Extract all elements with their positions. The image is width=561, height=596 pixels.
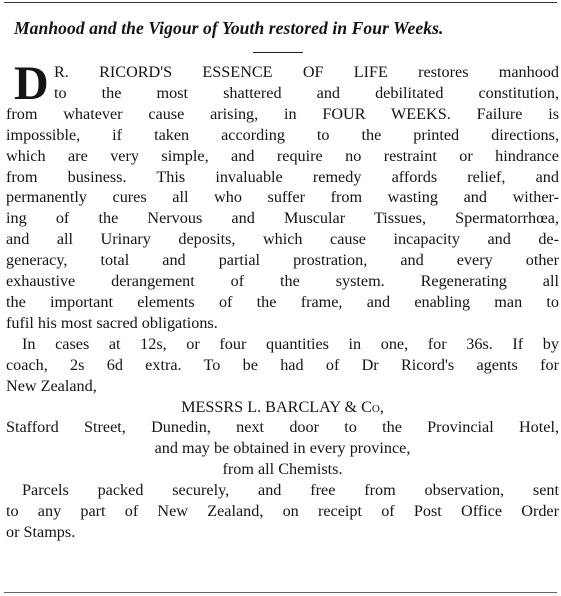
agent-address-line: and may be obtained in every province, xyxy=(154,439,411,458)
price-line: New Zealand, xyxy=(6,376,97,395)
agent-name xyxy=(6,397,559,418)
agent-name-text: MESSRS L. BARCLAY & Co, xyxy=(181,397,384,416)
body-line: the important elements of the frame, and enabling man to xyxy=(6,292,559,311)
drop-cap: D xyxy=(14,57,49,110)
body-line: from business. This invaluable remedy affords relief, and xyxy=(6,167,559,186)
body-line: generacy, total and partial prostration, and every other xyxy=(6,251,559,270)
body-line: which are very simple, and require no restraint or hindrance xyxy=(6,146,559,165)
price-line: coach, 2s 6d extra. To be had of Dr Ricord's agents for xyxy=(6,355,559,374)
agent-address-line: Stafford Street, Dunedin, next door to the Provincial Hotel, xyxy=(6,418,559,437)
agent-address-line: from all Chemists. xyxy=(222,460,343,479)
body-line: impossible, if taken according to the printed directions, xyxy=(6,125,559,144)
body-line: R. RICORD'S ESSENCE OF LIFE restores manhood xyxy=(54,63,559,81)
bottom-rule xyxy=(4,592,557,593)
shipping-line: Parcels packed securely, and free from observation, sent xyxy=(22,481,559,500)
advert-heading: Manhood and the Vigour of Youth restored in Four Weeks. xyxy=(14,18,444,38)
body-line: to the most shattered and debilitated constitution, xyxy=(54,83,559,102)
shipping-line: to any part of New Zealand, on receipt of Post Office Order xyxy=(6,502,559,521)
top-rule xyxy=(4,2,557,3)
body-line: ing of the Nervous and Muscular Tissues, Spermatorrhœa, xyxy=(6,209,559,228)
body-line: from whatever cause arising, in FOUR WEEKS. Failure is xyxy=(6,104,559,123)
body-line: and all Urinary deposits, which cause incapacity and de- xyxy=(6,230,559,249)
heading-divider xyxy=(253,52,303,53)
body-line: exhaustive derangement of the system. Regenerating all xyxy=(6,272,559,291)
body-line: fufil his most sacred obligations. xyxy=(6,313,218,332)
price-line: In cases at 12s, or four quantities in one, for 36s. If by xyxy=(22,334,559,353)
shipping-line: or Stamps. xyxy=(6,522,76,541)
body-line: permanently cures all who suffer from wasting and wither- xyxy=(6,188,559,207)
advert-body xyxy=(6,57,559,543)
